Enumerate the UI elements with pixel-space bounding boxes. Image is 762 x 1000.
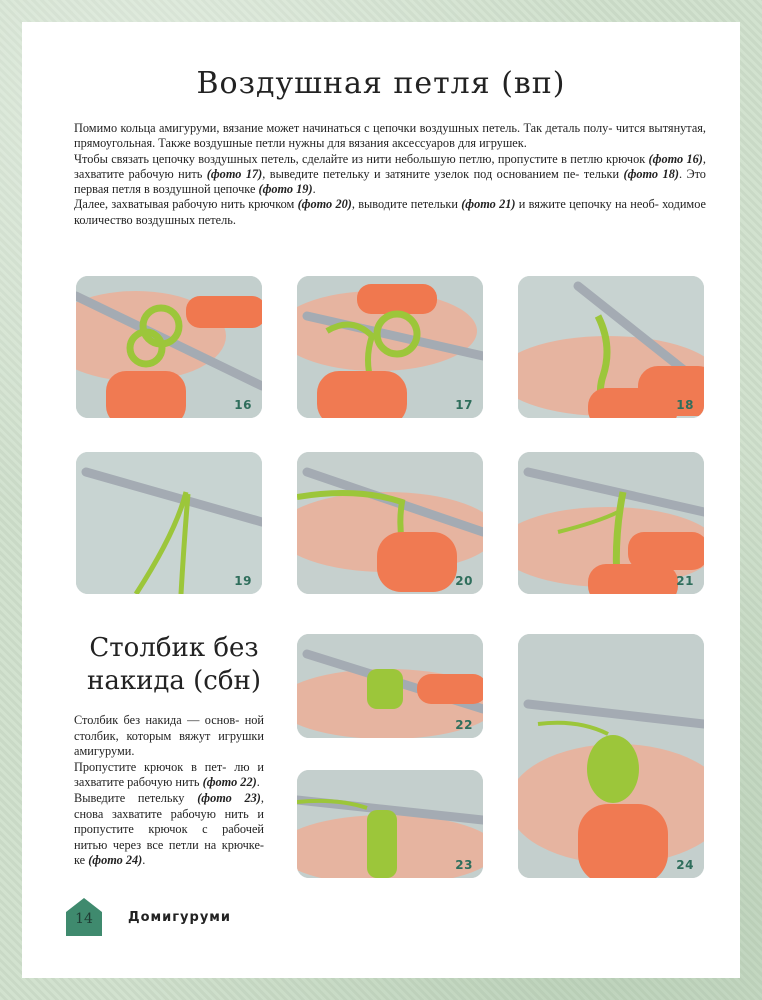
photo-number: 24 bbox=[676, 858, 694, 872]
section-title-single-crochet: Столбик без накида (сбн) bbox=[86, 633, 261, 696]
photo-number: 22 bbox=[455, 718, 473, 732]
photo-17 bbox=[297, 276, 483, 418]
photo-22 bbox=[297, 634, 483, 738]
photo-18 bbox=[518, 276, 704, 418]
photo-24 bbox=[518, 634, 704, 878]
photo-16 bbox=[76, 276, 262, 418]
single-crochet-text: Столбик без накида — основ- ной столбик, которым вяжут игрушки амигуруми. Пропустите крючок в пет- лю и захватите рабочую нить (фото 22). Выведите петельку (фото 23), снова захватите рабочую нить и пропустите крючок с рабочей нитью через все петли на крючке- ке (фото 24). bbox=[74, 713, 264, 868]
intro-paragraph: Помимо кольца амигуруми, вязание может начинаться с цепочки воздушных петель. Так деталь полу- чится вытянутая, прямоугольная. Также воздушные петли нужны для вязания аксессуаров для игрушек. Чтобы связать цепочку воздушных петель, сделайте из нити небольшую петлю, пропустите в петлю крючок (фото 16), захватите рабочую нить (фото 17), выведите петельку и затяните узелок под основанием пе- тельки (фото 18). Это первая петля в воздушной цепочке (фото 19). Далее, захватывая рабочую нить крючком (фото 20), выводите петельки (фото 21) и вяжите цепочку на необ- ходимое количество воздушных петель. bbox=[74, 121, 707, 227]
book-title: Домигуруми bbox=[128, 910, 232, 925]
photo-number: 16 bbox=[234, 398, 252, 412]
intro-line-1: Помимо кольца амигуруми, вязание может начинаться с цепочки воздушных петель. Так деталь полу- bbox=[74, 121, 613, 135]
crochet-photo-image bbox=[518, 276, 704, 418]
crochet-photo-image bbox=[297, 276, 483, 418]
photo-21 bbox=[518, 452, 704, 594]
section-title-chain-stitch: Воздушная петля (вп) bbox=[196, 66, 566, 101]
photo-number: 18 bbox=[676, 398, 694, 412]
photo-number: 19 bbox=[234, 574, 252, 588]
photo-20 bbox=[297, 452, 483, 594]
crochet-photo-image bbox=[518, 452, 704, 594]
intro-line-2: чится вытянутая, прямоугольная. Также воздушные петли нужны для вязания аксессуаров для игрушек. bbox=[74, 121, 707, 151]
crochet-photo-image bbox=[76, 452, 262, 594]
photo-number: 23 bbox=[455, 858, 473, 872]
page-number: 14 bbox=[75, 911, 93, 927]
crochet-photo-image bbox=[76, 276, 262, 418]
photo-number: 21 bbox=[676, 574, 694, 588]
crochet-photo-image bbox=[518, 634, 704, 878]
photo-number: 17 bbox=[455, 398, 473, 412]
photo-19 bbox=[76, 452, 262, 594]
photo-number: 20 bbox=[455, 574, 473, 588]
photo-23 bbox=[297, 770, 483, 878]
crochet-photo-image bbox=[297, 452, 483, 594]
